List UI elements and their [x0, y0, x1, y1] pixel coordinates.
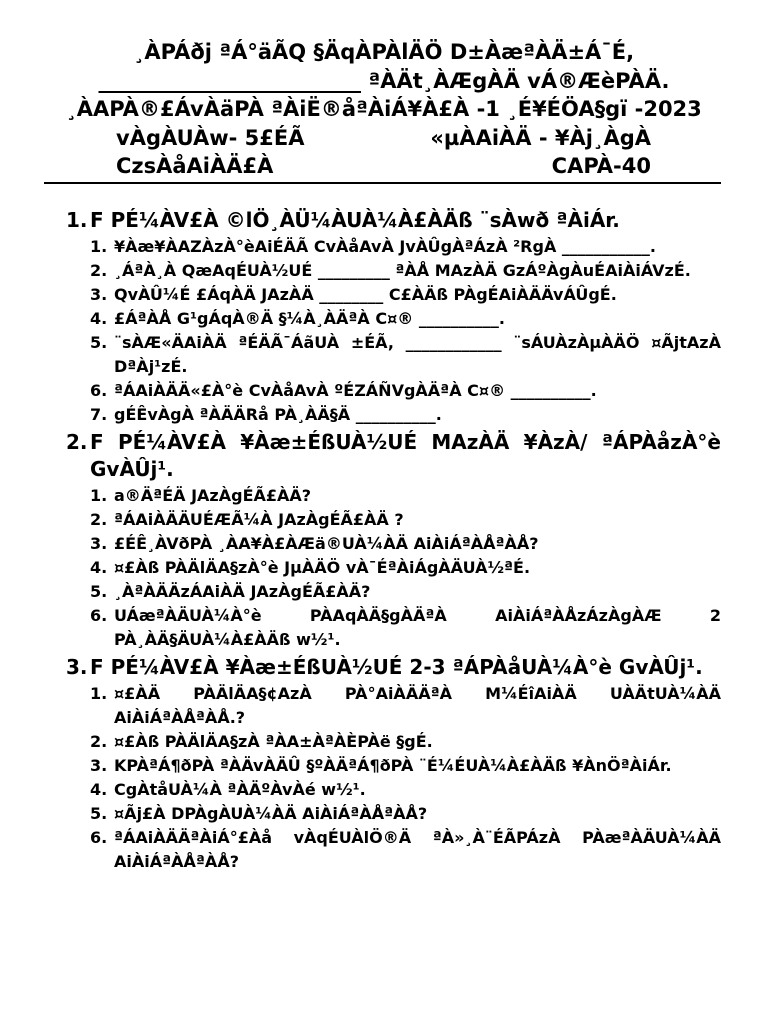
- question-text: ¥Àæ¥ÀAZÀzÀ°èAiÉÄÃ CvÀåAvÀ JvÀÛgÀªÁzÀ ²RgÀ ___________.: [114, 237, 656, 256]
- question-text: ¤£Àß PÀÄlÄA§zÀ ªÀA±ÀªÀÈPÀë §gÉ.: [114, 732, 433, 751]
- question-number: 4.: [90, 309, 108, 328]
- question-item: [90, 508, 721, 532]
- question-text: ªÁAiÀÄÄUÉÆÃ¼À JAzÀgÉÃ£ÀÄ ?: [114, 510, 404, 529]
- section-title: [66, 654, 721, 681]
- question-number: 3.: [90, 756, 108, 775]
- question-number: 1.: [90, 486, 108, 505]
- question-item: [90, 682, 721, 730]
- question-item: [90, 307, 721, 331]
- question-list: [66, 235, 721, 427]
- question-text: QvÀÛ¼É £ÁqÀÄ JAzÀÄ ________ C£ÀÄß PÀgÉAiÀÄÄvÁÛgÉ.: [114, 285, 617, 304]
- question-number: 7.: [90, 405, 108, 424]
- question-item: [90, 283, 721, 307]
- question-number: 6.: [90, 828, 108, 847]
- section-heading: F PÉ¼ÀV£À ¥Àæ±ÉßUÀ½UÉ MAzÀÄ ¥ÀzÀ/ ªÁPÀåzÀ°è GvÀÛj¹.: [90, 430, 721, 481]
- date-marks-row: [40, 152, 728, 181]
- exam-title: ¸ÀAPÀ®£ÁvÀäPÀ ªÀiË®åªÀiÁ¥À£À -1 ¸É¥ÉÖA§gï -2023: [66, 97, 702, 121]
- question-number: 1.: [90, 237, 108, 256]
- question-number: 4.: [90, 558, 108, 577]
- question-text: £ÉÊ¸ÀVðPÀ ¸ÀA¥À£ÀÆä®UÀ¼ÀÄ AiÀiÁªÀÅªÀÅ?: [114, 534, 539, 553]
- question-text: ¸ÁªÀ¸À QæAqÉUÀ½UÉ _________ ªÀÅ MAzÀÄ GzÁºÀgÀuÉAiÀiÁVzÉ.: [114, 261, 691, 280]
- question-text: ¤£ÀÄ PÀÄlÄA§¢AzÀ PÀ°AiÀÄÄªÀ M¼ÉîAiÀÄ UÀÄtUÀ¼ÀÄ AiÀiÁªÀÅªÀÅ.?: [114, 684, 721, 727]
- document-header: [40, 38, 728, 181]
- section-number: 2.: [66, 430, 88, 454]
- question-number: 4.: [90, 780, 108, 799]
- question-text: ¤£Àß PÀÄlÄA§zÀ°è JµÀÄÖ vÀ¯ÉªÀiÁgÀÄUÀ½ªÉ.: [114, 558, 531, 577]
- question-item: [90, 778, 721, 802]
- question-item: [90, 802, 721, 826]
- question-item: [90, 331, 721, 379]
- question-paper-body: [66, 207, 721, 876]
- question-item: [90, 532, 721, 556]
- question-item: [90, 259, 721, 283]
- section-number: 1.: [66, 208, 88, 232]
- header-divider: [44, 182, 721, 184]
- question-number: 3.: [90, 534, 108, 553]
- question-number: 5.: [90, 582, 108, 601]
- question-list: [66, 682, 721, 874]
- question-text: ¨sÀÆ«ÄAiÀÄ ªÉÄÃ¯ÁãUÀ ±ÉÃ, ____________ ¨sÁUÀzÀµÀÄÖ ¤ÃjtAzÀ DªÀj¹zÉ.: [114, 333, 721, 376]
- question-number: 2.: [90, 510, 108, 529]
- question-text: KPÀªÁ¶ðPÀ ªÀÄvÀÄÛ §ºÀÄªÁ¶ðPÀ ¨É¼ÉUÀ¼À£ÀÄß ¥ÀnÖªÀiÁr.: [114, 756, 672, 775]
- section-3: [66, 654, 721, 874]
- question-number: 1.: [90, 684, 108, 703]
- question-item: [90, 604, 721, 652]
- question-number: 3.: [90, 285, 108, 304]
- question-item: [90, 826, 721, 874]
- question-item: [90, 730, 721, 754]
- section-title: [66, 429, 721, 483]
- question-number: 6.: [90, 606, 108, 625]
- question-number: 2.: [90, 261, 108, 280]
- question-text: ¸ÀªÀÄÄzÁAiÀÄ JAzÀgÉÃ£ÀÄ?: [114, 582, 371, 601]
- school-name: ¸ÀPÁðj ªÁ°äÃQ §ÄqÀPÀlÄÖ D±ÀæªÀÄ±Á¯É,: [133, 40, 635, 64]
- question-number: 5.: [90, 333, 108, 352]
- question-text: ªÁAiÀÄÄ«£À°è CvÀåAvÀ ºÉZÁÑVgÀÄªÀ C¤® __________.: [114, 381, 597, 400]
- question-text: ¤Ãj£À DPÀgÀUÀ¼ÀÄ AiÀiÁªÀÅªÀÅ?: [114, 804, 428, 823]
- question-item: [90, 403, 721, 427]
- question-text: £ÁªÀÅ G¹gÁqÀ®Ä §¼À¸ÀÄªÀ C¤® __________.: [114, 309, 505, 328]
- question-item: [90, 484, 721, 508]
- class-subject-row: [40, 124, 728, 153]
- section-1: [66, 207, 721, 427]
- question-text: ªÁAiÀÄÄªÀiÁ°£Àå vÀqÉUÀlÖ®Ä ªÀ»¸À¨ÉÃPÁzÀ PÀæªÀÄUÀ¼ÀÄ AiÀiÁªÀÅªÀÅ?: [114, 828, 721, 871]
- date-label: CzsÀåAiÀÄ£À: [116, 154, 274, 178]
- question-item: [90, 580, 721, 604]
- class-label: vÀgÀUÀw- 5£ÉÃ: [116, 125, 305, 150]
- section-heading: F PÉ¼ÀV£À ©lÖ¸ÀÜ¼ÀUÀ¼À£ÀÄß ¨sÀwð ªÀiÁr.: [90, 208, 620, 232]
- question-item: [90, 379, 721, 403]
- question-list: [66, 484, 721, 652]
- question-number: 5.: [90, 804, 108, 823]
- question-text: a®ÄªÉÄ JAzÀgÉÃ£ÀÄ?: [114, 486, 312, 505]
- section-number: 3.: [66, 655, 88, 679]
- section-heading: F PÉ¼ÀV£À ¥Àæ±ÉßUÀ½UÉ 2-3 ªÁPÀåUÀ¼À°è GvÀÛj¹.: [90, 655, 703, 679]
- section-2: [66, 429, 721, 652]
- section-title: [66, 207, 721, 234]
- question-text: gÉÊvÀgÀ ªÀÄÄRå PÀ¸ÀÄ§Ä __________.: [114, 405, 442, 424]
- question-number: 6.: [90, 381, 108, 400]
- school-location: _________________________ ªÀÄt¸ÀÆgÀÄ vÁ®ÆèPÀÄ.: [98, 68, 670, 93]
- question-item: [90, 235, 721, 259]
- question-item: [90, 556, 721, 580]
- question-text: UÁæªÀÄUÀ¼À°è PÀAqÀÄ§gÀÄªÀ AiÀiÁªÀÅzÁzÀgÀÆ 2 PÀ¸ÀÄ§ÄUÀ¼À£ÀÄß w½¹.: [114, 606, 721, 649]
- marks-label: CAPÀ-40: [551, 154, 651, 178]
- question-item: [90, 754, 721, 778]
- question-text: CgÀtåUÀ¼À ªÀÄºÀvÀé w½¹.: [114, 780, 366, 799]
- subject-label: «µÀAiÀÄ - ¥Àj¸ÀgÀ: [430, 125, 651, 150]
- question-number: 2.: [90, 732, 108, 751]
